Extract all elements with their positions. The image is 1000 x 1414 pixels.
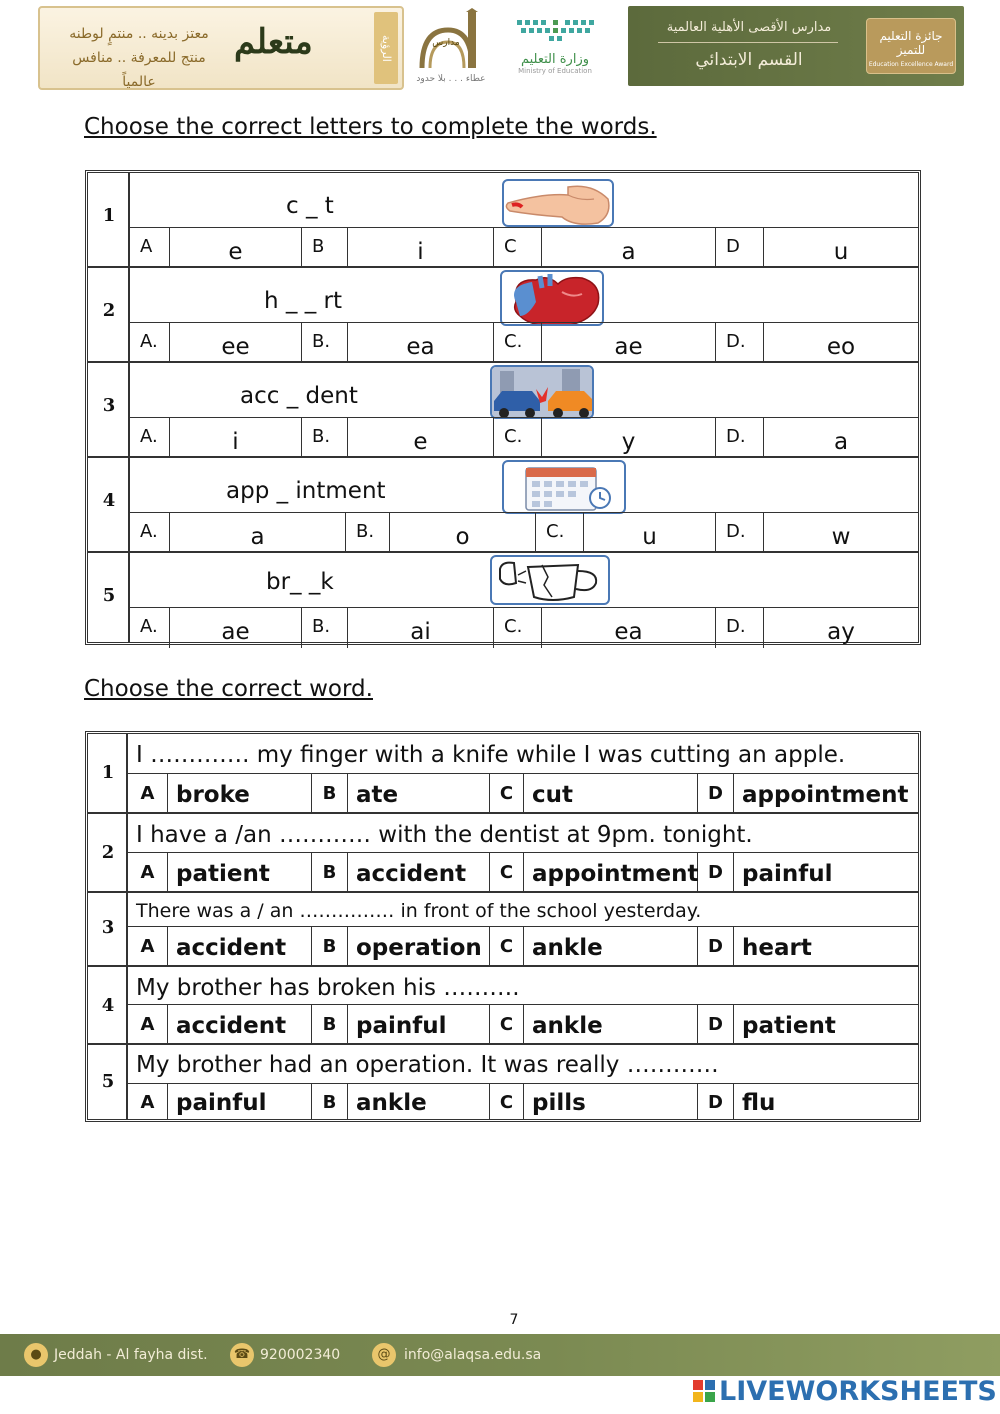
option-c[interactable]: pills [524, 1084, 698, 1120]
option-a[interactable]: accident [168, 1005, 312, 1044]
option-letter: B [312, 774, 348, 813]
option-letter: A. [130, 513, 170, 553]
incomplete-word: h _ _ rt [264, 288, 342, 314]
option-letter: A [128, 1084, 168, 1120]
options-row [128, 1083, 918, 1119]
location-pin-icon: ● [24, 1343, 48, 1367]
row-number: 3 [101, 917, 115, 938]
liveworksheets-logo[interactable] [693, 1374, 997, 1408]
letters-table [85, 170, 921, 645]
option-letter: C [490, 853, 524, 892]
incomplete-word: br_ _k [266, 569, 334, 595]
footer-phone: 920002340 [260, 1347, 341, 1363]
option-letter: A [130, 228, 170, 268]
option-d[interactable]: flu [742, 1090, 776, 1116]
option-letter: B [312, 853, 348, 892]
school-logo-caption: عطاء . . . بلا حدود [416, 74, 486, 84]
letters-row-1 [88, 173, 918, 268]
option-a[interactable]: e [170, 228, 302, 268]
option-b[interactable]: ate [348, 774, 490, 813]
slogan-line-1: معتز بدينه .. منتمٍ لوطنه [69, 26, 209, 42]
question-text: There was a / an …………… in front of the school yesterday. [136, 900, 702, 922]
row-number: 5 [101, 1071, 115, 1092]
option-d[interactable]: patient [742, 1013, 836, 1039]
phone-icon: ☎ [230, 1343, 254, 1367]
email-icon: @ [372, 1343, 396, 1367]
incomplete-word: app _ intment [226, 478, 386, 504]
number-cell [88, 814, 128, 891]
option-letter: C. [494, 323, 542, 363]
number-cell [88, 967, 128, 1043]
option-d[interactable]: u [833, 239, 849, 265]
section2-title: Choose the correct word. [84, 676, 373, 702]
footer-bar [0, 1334, 1000, 1376]
option-letter: D [698, 927, 734, 966]
option-c[interactable]: cut [524, 774, 698, 813]
option-letter: B [302, 228, 348, 268]
option-b[interactable]: ankle [348, 1084, 490, 1120]
word-row-4 [88, 967, 918, 1045]
option-c[interactable]: a [542, 228, 716, 268]
number-cell [88, 1045, 128, 1119]
vision-label: الرؤية [374, 12, 398, 84]
letters-row-2 [88, 268, 918, 363]
option-c[interactable]: y [542, 418, 716, 458]
option-letter: C. [494, 418, 542, 458]
option-b[interactable]: ea [348, 323, 494, 363]
option-a[interactable]: painful [168, 1084, 312, 1120]
option-b[interactable]: ai [348, 608, 494, 648]
brand-word: متعلم [234, 22, 313, 62]
options-row [130, 512, 918, 552]
option-letter: D. [716, 513, 764, 553]
ministry-english: Ministry of Education [518, 67, 592, 75]
letters-row-4 [88, 458, 918, 553]
option-letter: C [490, 927, 524, 966]
footer-location: Jeddah - Al fayha dist. [54, 1347, 208, 1363]
number-cell [88, 734, 128, 812]
options-row [130, 227, 918, 267]
row-number: 2 [101, 842, 115, 863]
option-letter: D. [716, 323, 764, 363]
option-c[interactable]: ankle [524, 1005, 698, 1044]
option-letter: A [128, 1005, 168, 1044]
option-letter: B. [302, 608, 348, 648]
option-letter: B [312, 927, 348, 966]
option-letter: D. [716, 418, 764, 458]
option-letter: D [698, 774, 734, 813]
option-a[interactable]: broke [168, 774, 312, 813]
option-letter: B. [302, 418, 348, 458]
ministry-logo [508, 16, 602, 90]
school-name: مدارس الأقصى الأهلية العالمية [666, 20, 832, 35]
row-number: 1 [102, 205, 116, 226]
options-row [128, 926, 918, 965]
option-d[interactable]: ay [827, 619, 855, 645]
option-b[interactable]: i [348, 228, 494, 268]
option-letter: A [128, 853, 168, 892]
option-d[interactable]: eo [826, 334, 856, 360]
incomplete-word: acc _ dent [240, 383, 358, 409]
section1-title: Choose the correct letters to complete the words. [84, 114, 657, 140]
option-b[interactable]: painful [348, 1005, 490, 1044]
page-number: 7 [509, 1312, 519, 1328]
option-c[interactable]: ea [542, 608, 716, 648]
footer-email: info@alaqsa.edu.sa [404, 1347, 542, 1363]
row-number: 1 [101, 762, 115, 783]
row-number: 2 [102, 300, 116, 321]
school-banner [628, 6, 964, 86]
option-b[interactable]: accident [348, 853, 490, 892]
option-c[interactable]: u [584, 513, 716, 553]
option-d[interactable]: w [831, 524, 851, 550]
department-name: القسم الابتدائي [695, 50, 803, 70]
options-row [128, 1004, 918, 1043]
word-row-5 [88, 1045, 918, 1119]
option-letter: C [490, 774, 524, 813]
option-b[interactable]: e [348, 418, 494, 458]
school-logo-text: مدارس [432, 38, 460, 48]
calendar-icon [502, 460, 626, 514]
option-a[interactable]: i [170, 418, 302, 458]
car-crash-icon [490, 365, 594, 419]
options-row [130, 417, 918, 457]
option-a[interactable]: accident [168, 927, 312, 966]
options-row [128, 852, 918, 891]
option-a[interactable]: patient [168, 853, 312, 892]
option-letter: D [698, 1005, 734, 1044]
word-row-1 [88, 734, 918, 814]
options-row [130, 322, 918, 362]
word-row-3 [88, 893, 918, 967]
header-vision-banner [38, 6, 404, 90]
option-a[interactable]: ae [170, 608, 302, 648]
option-letter: C. [494, 608, 542, 648]
option-letter: A. [130, 608, 170, 648]
option-letter: B [312, 1005, 348, 1044]
option-letter: C [490, 1005, 524, 1044]
banner-divider [658, 42, 838, 43]
options-row [130, 607, 918, 647]
ministry-arabic: وزارة التعليم [520, 52, 590, 67]
question-text: I …………. my finger with a knife while I was cutting an apple. [136, 742, 846, 768]
option-c[interactable]: ae [542, 323, 716, 363]
question-text: I have a /an ………… with the dentist at 9pm. tonight. [136, 822, 753, 848]
options-row [128, 773, 918, 812]
option-a[interactable]: a [170, 513, 346, 553]
letters-row-5 [88, 553, 918, 648]
option-letter: A. [130, 418, 170, 458]
option-c[interactable]: ankle [524, 927, 698, 966]
award-badge [866, 18, 956, 74]
slogan-line-2: منتج للمعرفة .. منافس عالمياً [72, 50, 206, 90]
row-number: 4 [102, 490, 116, 511]
vision-slogan [54, 22, 224, 94]
row-number: 3 [102, 395, 116, 416]
option-letter: C [494, 228, 542, 268]
option-c[interactable]: appointment [524, 853, 698, 892]
ministry-dots-icon [513, 16, 597, 46]
question-text: My brother has broken his ………. [136, 975, 520, 1001]
option-letter: A [128, 927, 168, 966]
school-logo [414, 8, 488, 92]
option-letter: A [128, 774, 168, 813]
question-text: My brother had an operation. It was really ………… [136, 1052, 719, 1078]
option-d[interactable]: appointment [742, 782, 909, 808]
option-letter: A. [130, 323, 170, 363]
word-row-2 [88, 814, 918, 893]
option-letter: B. [302, 323, 348, 363]
option-d[interactable]: heart [742, 935, 812, 961]
option-a[interactable]: ee [170, 323, 302, 363]
option-letter: D [698, 1084, 734, 1120]
option-b[interactable]: operation [348, 927, 490, 966]
broken-cup-icon [490, 555, 610, 605]
option-letter: C [490, 1084, 524, 1120]
row-number: 4 [101, 995, 115, 1016]
option-d[interactable]: painful [742, 861, 833, 887]
liveworksheets-squares-icon [693, 1380, 715, 1402]
option-d[interactable]: a [833, 429, 849, 455]
award-arabic: جائزة التعليم للتميز [879, 29, 943, 57]
option-letter: B. [346, 513, 390, 553]
heart-icon [500, 270, 604, 326]
option-letter: D [716, 228, 764, 268]
word-choice-table [85, 731, 921, 1122]
row-number: 5 [102, 585, 116, 606]
option-letter: D. [716, 608, 764, 648]
liveworksheets-text: LIVEWORKSHEETS [719, 1375, 997, 1407]
award-english: Education Excellence Award [868, 61, 954, 68]
number-cell [88, 893, 128, 965]
option-b[interactable]: o [390, 513, 536, 553]
option-letter: B [312, 1084, 348, 1120]
option-letter: C. [536, 513, 584, 553]
option-letter: D [698, 853, 734, 892]
letters-row-3 [88, 363, 918, 458]
incomplete-word: c _ t [286, 193, 334, 219]
finger-icon [502, 179, 614, 227]
